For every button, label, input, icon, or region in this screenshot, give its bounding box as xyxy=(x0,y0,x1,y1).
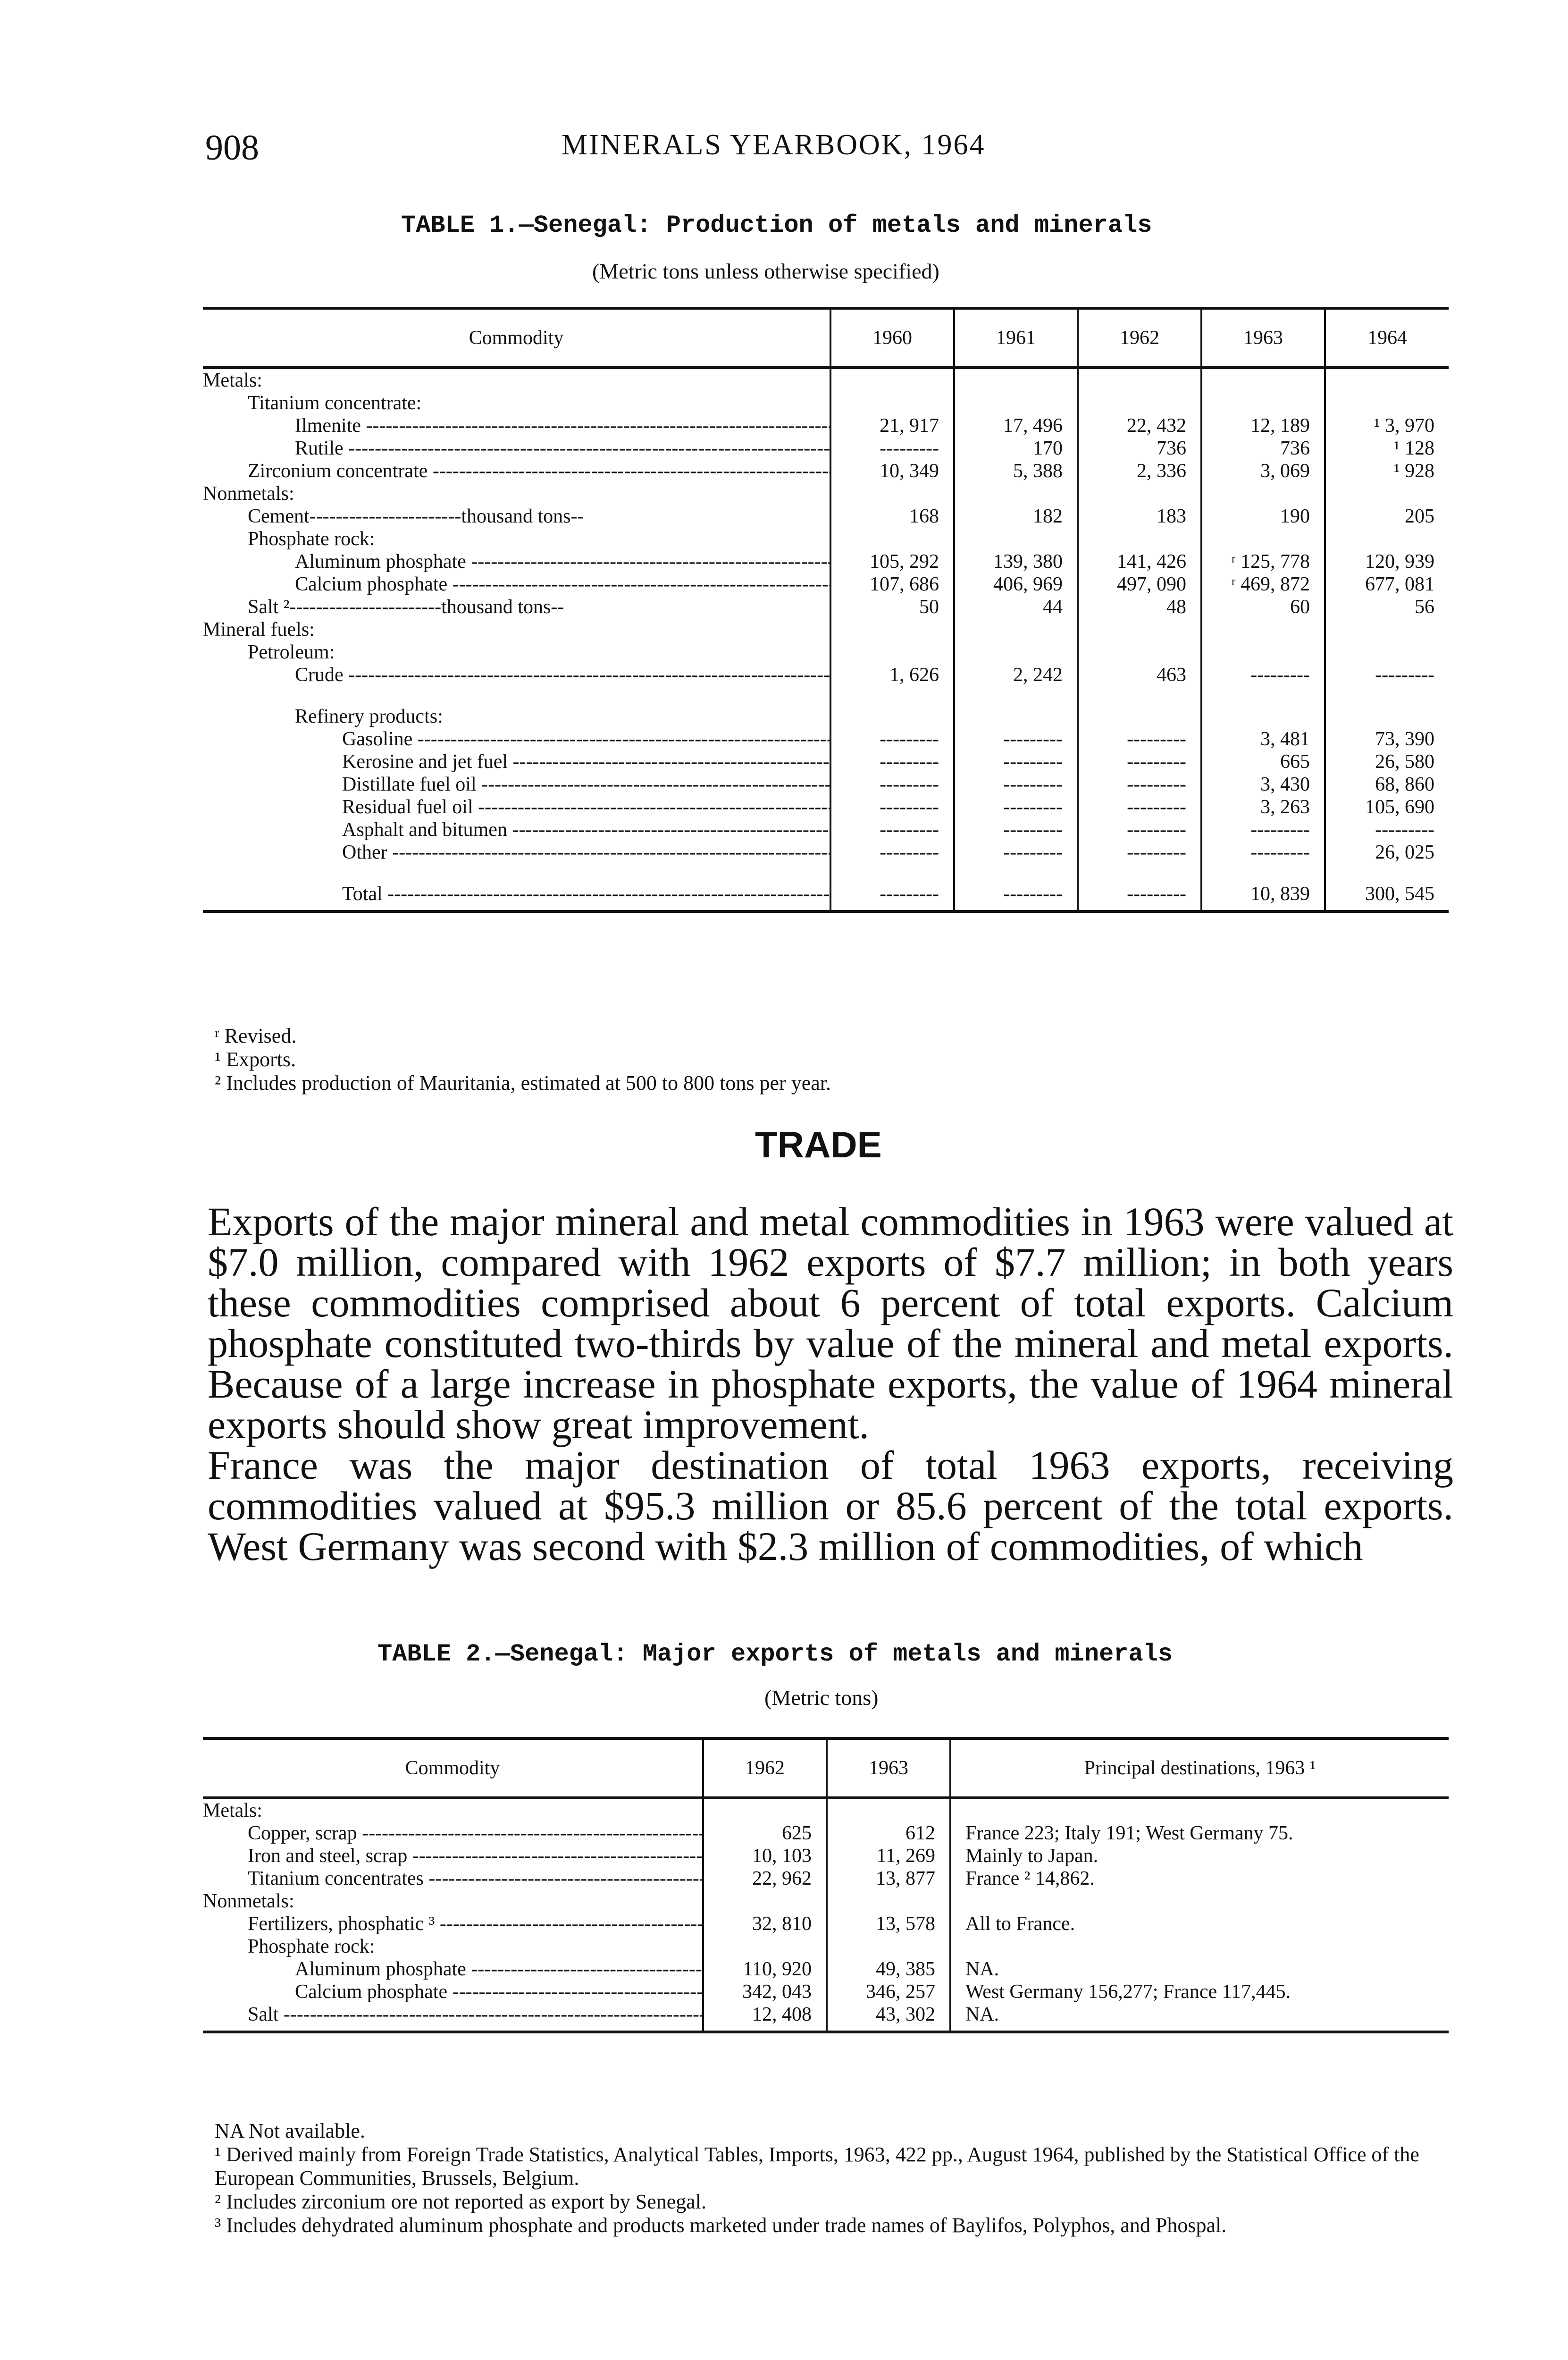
row-label xyxy=(203,1981,703,2003)
production-table xyxy=(203,307,1449,913)
row-label xyxy=(203,705,830,728)
table1-col-header: Commodity xyxy=(203,308,830,368)
value-cell xyxy=(1201,368,1325,392)
value-cell: 11, 269 xyxy=(827,1845,950,1867)
value-cell: ¹ 3, 970 xyxy=(1325,414,1449,437)
value-cell xyxy=(1325,482,1449,505)
row-label xyxy=(203,482,830,505)
table1-col-header: 1961 xyxy=(954,308,1078,368)
value-cell: 110, 920 xyxy=(703,1958,827,1981)
value-cell: --------- xyxy=(830,883,954,911)
value-cell: 49, 385 xyxy=(827,1958,950,1981)
table-row xyxy=(203,618,1449,641)
value-cell: 3, 263 xyxy=(1201,796,1325,818)
value-cell: ʳ 469, 872 xyxy=(1201,573,1325,596)
value-cell xyxy=(954,705,1078,728)
table-row xyxy=(203,705,1449,728)
spacer-cell xyxy=(203,686,830,705)
value-cell: 10, 103 xyxy=(703,1845,827,1867)
value-cell: --------- xyxy=(1078,796,1201,818)
value-cell: 346, 257 xyxy=(827,1981,950,2003)
row-label-text: Kerosine and jet fuel xyxy=(342,751,508,773)
value-cell: 190 xyxy=(1201,505,1325,528)
table-row xyxy=(203,1845,1449,1867)
table2-title: TABLE 2.—Senegal: Major exports of metals and minerals xyxy=(377,1640,1173,1668)
table-row xyxy=(203,573,1449,596)
table-row xyxy=(203,2003,1449,2032)
value-cell xyxy=(1078,528,1201,550)
row-label-text: Petroleum: xyxy=(248,641,335,663)
value-cell: 48 xyxy=(1078,596,1201,618)
row-label xyxy=(203,596,830,618)
spacer-cell xyxy=(1078,686,1201,705)
row-label xyxy=(203,618,830,641)
value-cell: 612 xyxy=(827,1822,950,1845)
table-row xyxy=(203,596,1449,618)
value-cell: --------- xyxy=(954,883,1078,911)
value-cell: 497, 090 xyxy=(1078,573,1201,596)
spacer-row xyxy=(203,686,1449,705)
value-cell xyxy=(1078,482,1201,505)
table-row xyxy=(203,528,1449,550)
value-cell: 463 xyxy=(1078,664,1201,686)
row-label xyxy=(203,2003,703,2032)
row-unit: thousand tons xyxy=(461,506,571,527)
footnote: NA Not available. xyxy=(215,2119,365,2142)
spacer-cell xyxy=(203,864,830,883)
value-cell: --------- xyxy=(1325,818,1449,841)
row-label xyxy=(203,728,830,750)
value-cell: 105, 292 xyxy=(830,550,954,573)
row-label-text: Fertilizers, phosphatic ³ xyxy=(248,1913,435,1935)
value-cell: --------- xyxy=(954,796,1078,818)
table-row xyxy=(203,460,1449,482)
row-label-text: Rutile xyxy=(295,438,344,459)
table-row xyxy=(203,641,1449,664)
value-cell: --------- xyxy=(830,750,954,773)
row-label xyxy=(203,796,830,818)
table-row xyxy=(203,883,1449,911)
row-label-text: Zirconium concentrate xyxy=(248,460,428,482)
row-label-text: Nonmetals: xyxy=(203,483,294,505)
paragraph-1: Exports of the major mineral and metal commodities in 1963 were valued at $7.0 million, compared with 1962 exports of $7.7 million; in both years these commodities comprised about 6 percent of total exports. Calcium phosphate constituted two-thirds by value of the mineral and metal exports. Because of a large increase in phosphate exports, the value of 1964 mineral exports should show great improvement. xyxy=(208,1199,1453,1447)
value-cell: ʳ 125, 778 xyxy=(1201,550,1325,573)
value-cell: 56 xyxy=(1325,596,1449,618)
value-cell xyxy=(830,392,954,414)
row-label-text: Metals: xyxy=(203,370,262,391)
row-unit: thousand tons xyxy=(441,596,551,618)
row-label xyxy=(203,392,830,414)
paragraph-2: France was the major destination of total 1963 exports, receiving commodities valued at $95.3 million or 85.6 percent of the total exports. West Germany was second with $2.3 million of commodities, of which xyxy=(208,1442,1453,1569)
value-cell: --------- xyxy=(1078,883,1201,911)
value-cell: 26, 025 xyxy=(1325,841,1449,864)
footnote: ¹ Exports. xyxy=(215,1048,296,1071)
value-cell: --------- xyxy=(1201,818,1325,841)
row-label-text: Refinery products: xyxy=(295,706,443,727)
row-label xyxy=(203,818,830,841)
row-label xyxy=(203,641,830,664)
value-cell xyxy=(1201,482,1325,505)
value-cell: 50 xyxy=(830,596,954,618)
value-cell: 182 xyxy=(954,505,1078,528)
table1-subtitle: (Metric tons unless otherwise specified) xyxy=(592,259,939,283)
row-label-text: Calcium phosphate xyxy=(295,573,448,595)
row-label-text: Mineral fuels: xyxy=(203,619,315,641)
table2-subtitle: (Metric tons) xyxy=(764,1686,879,1710)
row-label xyxy=(203,883,830,911)
value-cell: 205 xyxy=(1325,505,1449,528)
value-cell: 10, 349 xyxy=(830,460,954,482)
value-cell: ¹ 928 xyxy=(1325,460,1449,482)
value-cell xyxy=(1201,618,1325,641)
leader-dots: -- xyxy=(551,596,564,618)
row-label xyxy=(203,841,830,864)
value-cell: 736 xyxy=(1078,437,1201,460)
value-cell: 44 xyxy=(954,596,1078,618)
row-label xyxy=(203,414,830,437)
value-cell xyxy=(827,1935,950,1958)
value-cell xyxy=(830,482,954,505)
value-cell xyxy=(830,705,954,728)
row-label xyxy=(203,573,830,596)
table2-header-row xyxy=(203,1738,1449,1798)
footnote: ¹ Derived mainly from Foreign Trade Statistics, Analytical Tables, Imports, 1963, 422 pp., August 1964, published by the Statistical Office of the European Communities, Brussels, Belgium. xyxy=(215,2143,1419,2190)
value-cell xyxy=(830,641,954,664)
value-cell: 300, 545 xyxy=(1325,883,1449,911)
value-cell: 22, 962 xyxy=(703,1867,827,1890)
footnote: ³ Includes dehydrated aluminum phosphate and products marketed under trade names of Baylifos, Polyphos, and Phospal. xyxy=(215,2214,1227,2237)
value-cell xyxy=(954,392,1078,414)
value-cell xyxy=(1078,368,1201,392)
value-cell xyxy=(830,618,954,641)
value-cell: --------- xyxy=(830,796,954,818)
value-cell xyxy=(1201,705,1325,728)
destination-cell: All to France. xyxy=(950,1913,1449,1935)
value-cell: 3, 481 xyxy=(1201,728,1325,750)
row-label xyxy=(203,1913,703,1935)
table-row xyxy=(203,505,1449,528)
table1-title: TABLE 1.—Senegal: Production of metals and minerals xyxy=(401,211,1152,239)
value-cell xyxy=(703,1890,827,1913)
table-row xyxy=(203,1981,1449,2003)
value-cell xyxy=(827,1798,950,1822)
value-cell xyxy=(830,528,954,550)
value-cell: 13, 877 xyxy=(827,1867,950,1890)
value-cell: 43, 302 xyxy=(827,2003,950,2032)
footnote: ² Includes production of Mauritania, estimated at 500 to 800 tons per year. xyxy=(215,1071,831,1095)
spacer-cell xyxy=(954,686,1078,705)
destination-cell: NA. xyxy=(950,2003,1449,2032)
value-cell xyxy=(1078,641,1201,664)
value-cell: 141, 426 xyxy=(1078,550,1201,573)
value-cell: --------- xyxy=(954,773,1078,796)
table-row xyxy=(203,1935,1449,1958)
exports-table xyxy=(203,1737,1449,2033)
value-cell: 60 xyxy=(1201,596,1325,618)
row-label-text: Aluminum phosphate xyxy=(295,1958,466,1980)
table1-col-header: 1962 xyxy=(1078,308,1201,368)
value-cell: 105, 690 xyxy=(1325,796,1449,818)
row-label-text: Distillate fuel oil xyxy=(342,774,477,795)
footnote: ² Includes zirconium ore not reported as export by Senegal. xyxy=(215,2190,706,2213)
value-cell: 13, 578 xyxy=(827,1913,950,1935)
value-cell: --------- xyxy=(954,728,1078,750)
table1-col-header: 1964 xyxy=(1325,308,1449,368)
row-label xyxy=(203,750,830,773)
value-cell: 170 xyxy=(954,437,1078,460)
spacer-cell xyxy=(1201,686,1325,705)
value-cell: 1, 626 xyxy=(830,664,954,686)
table-row xyxy=(203,818,1449,841)
spacer-row xyxy=(203,864,1449,883)
value-cell: --------- xyxy=(1201,664,1325,686)
row-label xyxy=(203,1935,703,1958)
spacer-cell xyxy=(830,864,954,883)
row-label xyxy=(203,505,830,528)
table-row xyxy=(203,796,1449,818)
spacer-cell xyxy=(830,686,954,705)
table-row xyxy=(203,1867,1449,1890)
value-cell: --------- xyxy=(830,841,954,864)
destination-cell xyxy=(950,1798,1449,1822)
value-cell xyxy=(1325,705,1449,728)
row-label-text: Titanium concentrate: xyxy=(248,392,422,414)
row-label xyxy=(203,1958,703,1981)
value-cell: --------- xyxy=(1078,841,1201,864)
table1-col-header: 1960 xyxy=(830,308,954,368)
running-head: MINERALS YEARBOOK, 1964 xyxy=(562,129,986,161)
value-cell: 2, 242 xyxy=(954,664,1078,686)
value-cell xyxy=(954,368,1078,392)
row-label xyxy=(203,368,830,392)
destination-cell: France 223; Italy 191; West Germany 75. xyxy=(950,1822,1449,1845)
table2-col-header: Commodity xyxy=(203,1738,703,1798)
row-label xyxy=(203,1845,703,1867)
row-label xyxy=(203,1822,703,1845)
destination-cell: NA. xyxy=(950,1958,1449,1981)
row-label-text: Residual fuel oil xyxy=(342,796,473,818)
table-row xyxy=(203,841,1449,864)
row-label-text: Asphalt and bitumen xyxy=(342,819,507,841)
table2-col-header: Principal destinations, 1963 ¹ xyxy=(950,1738,1449,1798)
value-cell: 12, 408 xyxy=(703,2003,827,2032)
destination-cell xyxy=(950,1890,1449,1913)
footnote: ʳ Revised. xyxy=(215,1024,297,1047)
row-label-text: Titanium concentrates xyxy=(248,1868,424,1889)
value-cell: 107, 686 xyxy=(830,573,954,596)
value-cell: --------- xyxy=(1201,841,1325,864)
table-row xyxy=(203,368,1449,392)
value-cell xyxy=(1078,705,1201,728)
value-cell: --------- xyxy=(1078,750,1201,773)
value-cell xyxy=(954,641,1078,664)
value-cell: --------- xyxy=(954,841,1078,864)
table-row xyxy=(203,392,1449,414)
value-cell: 139, 380 xyxy=(954,550,1078,573)
value-cell: --------- xyxy=(830,773,954,796)
value-cell: 17, 496 xyxy=(954,414,1078,437)
row-label xyxy=(203,528,830,550)
row-label xyxy=(203,664,830,686)
value-cell xyxy=(1201,528,1325,550)
row-label xyxy=(203,460,830,482)
value-cell xyxy=(1325,368,1449,392)
table-row xyxy=(203,1958,1449,1981)
row-label-text: Cement xyxy=(248,506,310,527)
row-label-text: Phosphate rock: xyxy=(248,528,375,550)
section-heading: TRADE xyxy=(755,1124,882,1165)
table-row xyxy=(203,1913,1449,1935)
row-label-text: Salt xyxy=(248,2004,279,2025)
value-cell: --------- xyxy=(830,728,954,750)
value-cell xyxy=(1325,641,1449,664)
row-label-text: Copper, scrap xyxy=(248,1822,357,1844)
value-cell xyxy=(954,482,1078,505)
value-cell xyxy=(1078,618,1201,641)
value-cell: 5, 388 xyxy=(954,460,1078,482)
row-label xyxy=(203,773,830,796)
row-label-text: Phosphate rock: xyxy=(248,1936,375,1957)
value-cell: ¹ 128 xyxy=(1325,437,1449,460)
table-row xyxy=(203,1822,1449,1845)
row-label xyxy=(203,1867,703,1890)
row-label-text: Nonmetals: xyxy=(203,1890,294,1912)
leader-dots: ----------------------- xyxy=(309,506,461,527)
table-row xyxy=(203,750,1449,773)
row-label xyxy=(203,437,830,460)
row-label-text: Total xyxy=(342,883,383,905)
row-label-text: Iron and steel, scrap xyxy=(248,1845,408,1867)
value-cell: --------- xyxy=(954,750,1078,773)
row-label-text: Calcium phosphate xyxy=(295,1981,448,2003)
destination-cell xyxy=(950,1935,1449,1958)
value-cell: 406, 969 xyxy=(954,573,1078,596)
value-cell: 22, 432 xyxy=(1078,414,1201,437)
value-cell: 73, 390 xyxy=(1325,728,1449,750)
table-row xyxy=(203,773,1449,796)
table-row xyxy=(203,728,1449,750)
row-label-text: Crude xyxy=(295,664,344,686)
destination-cell: Mainly to Japan. xyxy=(950,1845,1449,1867)
row-label xyxy=(203,1890,703,1913)
body-text xyxy=(208,1201,1453,1567)
row-label xyxy=(203,1798,703,1822)
value-cell: 665 xyxy=(1201,750,1325,773)
leader-dots: -- xyxy=(570,506,584,527)
spacer-cell xyxy=(1325,686,1449,705)
value-cell: 2, 336 xyxy=(1078,460,1201,482)
value-cell: 736 xyxy=(1201,437,1325,460)
row-label-text: Salt ² xyxy=(248,596,290,618)
row-label xyxy=(203,550,830,573)
leader-dots: ----------------------- xyxy=(289,596,442,618)
table1-col-header: 1963 xyxy=(1201,308,1325,368)
destination-cell: France ² 14,862. xyxy=(950,1867,1449,1890)
value-cell: --------- xyxy=(954,818,1078,841)
value-cell xyxy=(1325,528,1449,550)
table1-header-row xyxy=(203,308,1449,368)
value-cell: --------- xyxy=(830,818,954,841)
value-cell xyxy=(954,618,1078,641)
table-row xyxy=(203,550,1449,573)
table2-col-header: 1962 xyxy=(703,1738,827,1798)
value-cell: --------- xyxy=(1078,818,1201,841)
value-cell: 120, 939 xyxy=(1325,550,1449,573)
value-cell: --------- xyxy=(1325,664,1449,686)
value-cell: --------- xyxy=(830,437,954,460)
value-cell: --------- xyxy=(1078,773,1201,796)
value-cell: 12, 189 xyxy=(1201,414,1325,437)
table-row xyxy=(203,437,1449,460)
table-row xyxy=(203,1798,1449,1822)
value-cell xyxy=(703,1798,827,1822)
value-cell: 677, 081 xyxy=(1325,573,1449,596)
table-row xyxy=(203,414,1449,437)
value-cell xyxy=(830,368,954,392)
table-row xyxy=(203,664,1449,686)
table-row xyxy=(203,1890,1449,1913)
value-cell: 32, 810 xyxy=(703,1913,827,1935)
value-cell: 625 xyxy=(703,1822,827,1845)
table-row xyxy=(203,482,1449,505)
value-cell: 10, 839 xyxy=(1201,883,1325,911)
spacer-cell xyxy=(1325,864,1449,883)
value-cell: 342, 043 xyxy=(703,1981,827,2003)
row-label-text: Other xyxy=(342,842,387,863)
value-cell: 183 xyxy=(1078,505,1201,528)
value-cell: 26, 580 xyxy=(1325,750,1449,773)
value-cell xyxy=(1201,641,1325,664)
value-cell xyxy=(703,1935,827,1958)
value-cell xyxy=(954,528,1078,550)
spacer-cell xyxy=(1078,864,1201,883)
spacer-cell xyxy=(1201,864,1325,883)
value-cell xyxy=(1325,618,1449,641)
value-cell xyxy=(1201,392,1325,414)
value-cell: 168 xyxy=(830,505,954,528)
spacer-cell xyxy=(954,864,1078,883)
row-label-text: Metals: xyxy=(203,1800,262,1821)
table1-footnotes xyxy=(215,1024,1442,1095)
destination-cell: West Germany 156,277; France 117,445. xyxy=(950,1981,1449,2003)
value-cell: --------- xyxy=(1078,728,1201,750)
value-cell xyxy=(1078,392,1201,414)
value-cell: 3, 430 xyxy=(1201,773,1325,796)
value-cell xyxy=(1325,392,1449,414)
page-number: 908 xyxy=(205,128,259,168)
table2-col-header: 1963 xyxy=(827,1738,950,1798)
value-cell: 3, 069 xyxy=(1201,460,1325,482)
row-label-text: Ilmenite xyxy=(295,415,361,437)
value-cell: 68, 860 xyxy=(1325,773,1449,796)
value-cell: 21, 917 xyxy=(830,414,954,437)
value-cell xyxy=(827,1890,950,1913)
row-label-text: Gasoline xyxy=(342,728,413,750)
table2-footnotes xyxy=(215,2119,1442,2237)
row-label-text: Aluminum phosphate xyxy=(295,551,466,573)
